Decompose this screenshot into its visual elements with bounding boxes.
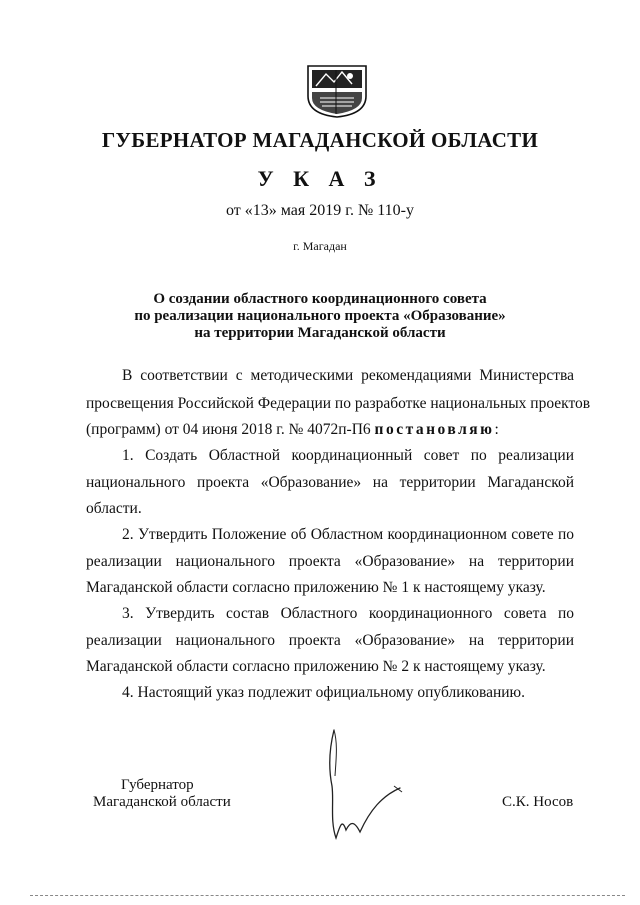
item-4-line: 4. Настоящий указ подлежит официальному опубликованию. — [122, 684, 526, 701]
preamble-line: просвещения Российской Федерации по разработке национальных проектов — [86, 395, 591, 412]
item-1-line: 1. Создать Областной координационный совет по реализации — [122, 447, 574, 464]
bottom-rule — [30, 895, 625, 896]
decree-keyword: постановляю — [374, 421, 495, 438]
document-title-line: О создании областного координационного совета — [153, 291, 487, 307]
item-2-line: Магаданской области согласно приложению № 1 к настоящему указу. — [86, 579, 546, 596]
document-title-line: по реализации национального проекта «Образование» — [134, 308, 506, 324]
item-3-line: реализации национального проекта «Образование» на территории — [86, 632, 574, 649]
document-place: г. Магадан — [293, 239, 347, 253]
coat-of-arms-emblem — [306, 64, 368, 118]
signatory-name: С.К. Носов — [502, 794, 574, 810]
signatory-position: Губернатор — [121, 777, 194, 793]
preamble-line: В соответствии с методическими рекомендациями Министерства — [122, 367, 574, 384]
preamble-line — [86, 421, 574, 439]
item-3-line: Магаданской области согласно приложению № 2 к настоящему указу. — [86, 658, 546, 675]
item-3-line: 3. Утвердить состав Областного координационного совета по — [122, 605, 574, 622]
document-title-line: на территории Магаданской области — [194, 325, 446, 341]
preamble-text: (программ) от 04 июня 2018 г. № 4072п-П6 — [86, 421, 375, 438]
signatory-position: Магаданской области — [93, 794, 231, 810]
authority-heading: ГУБЕРНАТОР МАГАДАНСКОЙ ОБЛАСТИ — [101, 128, 539, 152]
document-date-number: от «13» мая 2019 г. № 110-у — [225, 202, 414, 219]
item-2-line: 2. Утвердить Положение об Областном координационном совете по — [122, 526, 574, 543]
handwritten-signature — [320, 726, 410, 846]
document-type: У К А З — [257, 166, 383, 191]
item-1-line: области. — [86, 500, 142, 517]
item-1-line: национального проекта «Образование» на территории Магаданской — [86, 474, 574, 491]
item-2-line: реализации национального проекта «Образование» на территории — [86, 553, 574, 570]
preamble-colon: : — [494, 421, 499, 438]
